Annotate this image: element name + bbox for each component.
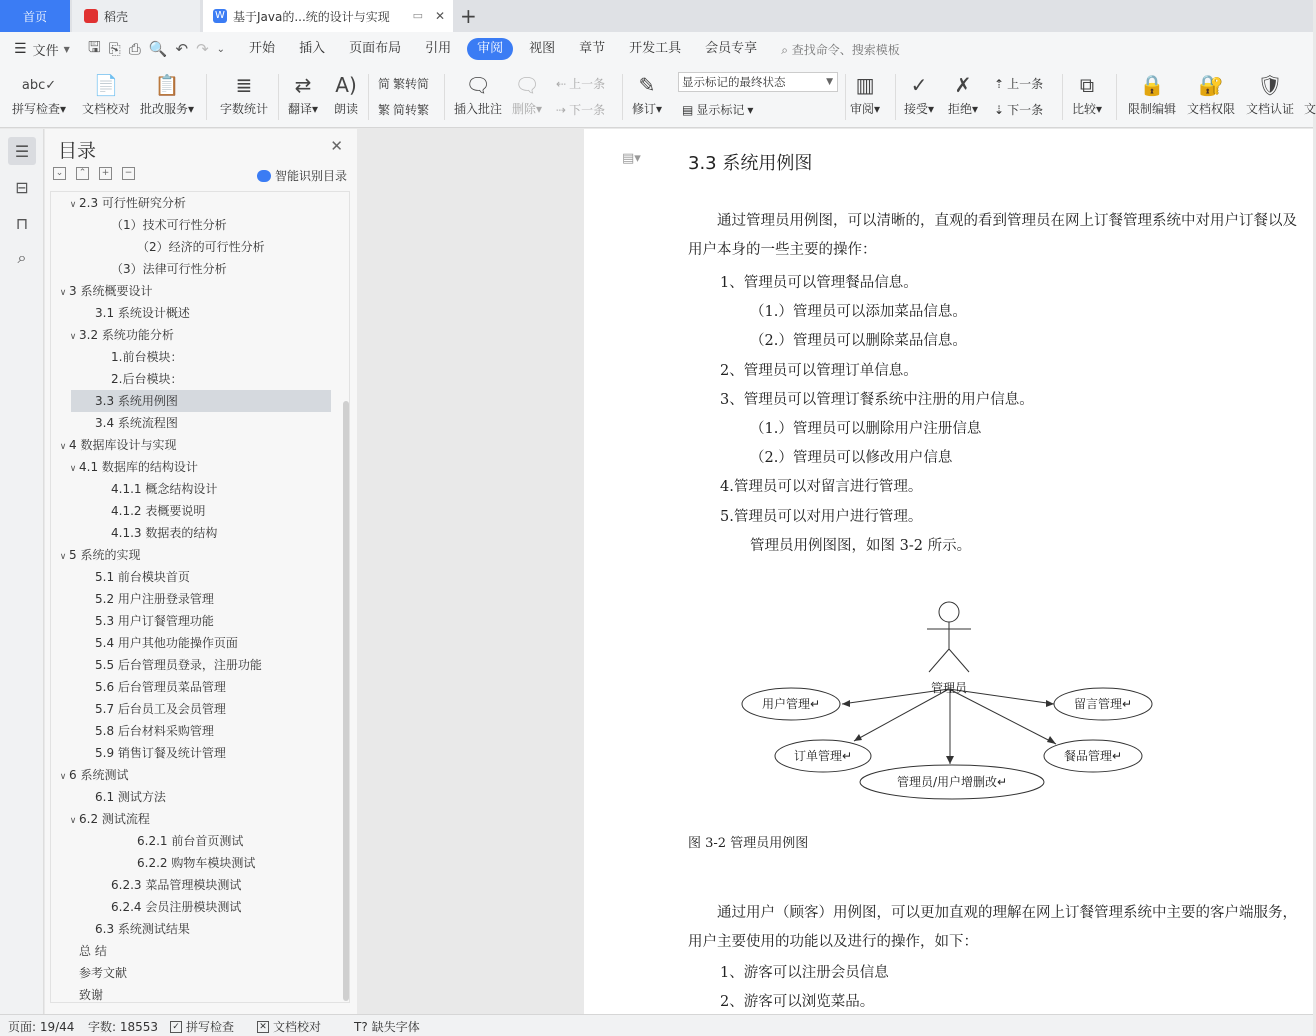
translate-label: 翻译	[288, 102, 313, 116]
toc-item[interactable]	[51, 214, 331, 236]
review-service-label: 批改服务	[140, 102, 189, 116]
doc-permission-button[interactable]	[1187, 70, 1235, 117]
status-spell-label: 拼写检查	[186, 1020, 235, 1034]
doc-cert-label: 文档认证	[1246, 102, 1295, 116]
remove-icon[interactable]: −	[122, 167, 135, 180]
toc-item-label: 4.1.3 数据表的结构	[111, 526, 218, 540]
read-aloud-button[interactable]	[334, 70, 358, 117]
close-tab-icon[interactable]: ✕	[434, 9, 445, 23]
arrowhead	[1047, 736, 1056, 744]
doc-line: 2、游客可以浏览菜品。	[720, 994, 875, 1010]
tab-start[interactable]: 开始	[249, 41, 276, 56]
doc-line: 1、管理员可以管理餐品信息。	[720, 275, 918, 291]
tab-document[interactable]	[203, 0, 453, 32]
proof-label: 文档校对	[82, 102, 131, 116]
smart-toc-label: 智能识别目录	[274, 169, 347, 183]
toc-scrollbar[interactable]	[343, 401, 349, 1001]
admin-use-case-diagram	[734, 594, 1164, 814]
tab-member[interactable]: 会员专享	[705, 41, 758, 56]
separator	[622, 74, 623, 120]
translate-icon: ⇄	[294, 73, 312, 97]
separator	[206, 74, 207, 120]
food-mgmt-label: 餐品管理↵	[1063, 749, 1123, 763]
compare-label: 比较	[1072, 102, 1097, 116]
toc-item[interactable]	[51, 346, 331, 368]
simp-to-trad-button[interactable]	[378, 101, 429, 118]
separator	[895, 74, 896, 120]
undo-icon[interactable]: ↶	[175, 40, 189, 58]
toc-item[interactable]	[51, 434, 331, 456]
compare-icon: ⧉	[1079, 73, 1095, 97]
toc-item-label: 3 系统概要设计	[69, 284, 153, 298]
revise-label: 修订	[632, 102, 657, 116]
document-area	[357, 129, 1313, 1014]
close-icon[interactable]: ✕	[330, 137, 343, 155]
doc-line: 4.管理员可以对留言进行管理。	[720, 479, 923, 496]
more-button[interactable]	[1304, 70, 1316, 117]
doc-line: （1.）管理员可以删除用户注册信息	[750, 421, 982, 437]
toc-item-label: 5.5 后台管理员登录，注册功能	[95, 658, 262, 672]
chevron-down-icon[interactable]: ∨	[59, 772, 67, 782]
page-indicator-label: 页面: 19/44	[8, 1020, 75, 1034]
toc-item[interactable]	[51, 610, 331, 632]
page-indicator[interactable]	[8, 1018, 74, 1035]
paragraph-user: 通过用户（顾客）用例图，可以更加直观的理解在网上订餐管理系统中主要的客户端服务，用户主要使用的功能以及进行的操作，如下：	[688, 905, 1297, 950]
checkbox-icon: ✓	[170, 1021, 182, 1033]
chapter-nav-icon[interactable]: ⊟	[15, 177, 29, 197]
toc-item-label: 5.2 用户注册登录管理	[95, 592, 214, 606]
doc-line: 2、管理员可以管理订单信息。	[720, 362, 918, 379]
toc-item-label: 5.6 后台管理员菜品管理	[95, 680, 226, 694]
tab-insert[interactable]: 插入	[299, 41, 326, 56]
toc-item[interactable]	[51, 478, 331, 500]
separator	[444, 74, 445, 120]
toc-item-label: 4.1.1 概念结构设计	[111, 482, 218, 496]
toc-item-label: 4 数据库设计与实现	[69, 438, 177, 452]
review-pane-icon: ▥	[855, 73, 875, 97]
prev-change-button[interactable]	[994, 75, 1043, 92]
toc-item-label: 6.2.4 会员注册模块测试	[111, 900, 242, 914]
toc-item[interactable]	[51, 874, 331, 896]
reject-icon: ✗	[954, 73, 972, 97]
section-heading: 3.3 系统用例图	[688, 153, 813, 174]
doc-line: （2.）管理员可以删除菜品信息。	[750, 333, 967, 350]
restrict-edit-label: 限制编辑	[1128, 102, 1177, 116]
toc-item-label: 5.3 用户订餐管理功能	[95, 614, 214, 628]
redo-icon[interactable]: ↷	[196, 40, 209, 58]
trad-to-simp-button[interactable]	[378, 75, 429, 92]
prev-icon: ⇠	[556, 76, 567, 91]
review-pane-label: 审阅	[850, 102, 875, 116]
tab-daoke[interactable]	[72, 0, 200, 32]
save-icon[interactable]: 🖫	[88, 37, 101, 56]
proof-box-icon: ✕	[257, 1021, 269, 1033]
paragraph-intro: 通过管理员用例图，可以清晰的，直观的看到管理员在网上订餐管理系统中对用户订餐以及用户本身的一些主要的操作：	[688, 213, 1297, 258]
show-markup-button[interactable]: ▤ 显示标记 ▾	[682, 102, 754, 117]
toc-item-label: 4.1.2 表概要说明	[111, 504, 206, 518]
toc-item[interactable]	[51, 280, 331, 302]
doc-line: 3、管理员可以管理订餐系统中注册的用户信息。	[720, 391, 1034, 408]
tab-review[interactable]: 审阅	[467, 38, 513, 60]
prev-comment-label: 上一条	[569, 77, 606, 91]
quick-access-toolbar	[88, 37, 225, 62]
toc-item[interactable]	[51, 566, 331, 588]
arrowhead	[1046, 700, 1054, 707]
spell-check-button[interactable]: abc✓ 拼写检查▾	[12, 70, 66, 117]
figure-caption: 图 3-2 管理员用例图	[688, 836, 809, 851]
doc-line: 管理员用例图图，如图 3-2 所示。	[750, 537, 972, 554]
toc-item-label: 6.2.3 菜品管理模块测试	[111, 878, 242, 892]
toc-item-label: 3.3 系统用例图	[95, 394, 178, 408]
toc-item-label: 5.4 用户其他功能操作页面	[95, 636, 238, 650]
simp-trad-icon: 繁	[378, 103, 391, 117]
actor-leg-right	[949, 649, 969, 672]
chevron-down-icon: ▼	[826, 77, 833, 87]
toc-item[interactable]	[51, 522, 331, 544]
smart-toc-icon	[257, 170, 271, 182]
toc-item[interactable]	[51, 720, 331, 742]
toc-item-label: 2.3 可行性研究分析	[79, 196, 186, 210]
markup-state-value: 显示标记的最终状态	[682, 75, 786, 89]
actor-leg-left	[929, 649, 949, 672]
restore-icon[interactable]: ▭	[412, 9, 423, 22]
reject-button[interactable]: ✗ 拒绝▾	[948, 70, 978, 117]
tab-home-label: 首页	[22, 9, 47, 24]
translate-button[interactable]: ⇄ 翻译▾	[288, 70, 318, 117]
tab-document-label: 基于Java的...统的设计与实现	[233, 9, 390, 24]
toc-item[interactable]	[51, 258, 331, 280]
markup-state-select[interactable]	[678, 72, 838, 92]
tab-chapter[interactable]: 章节	[579, 41, 606, 56]
chevron-down-icon[interactable]: ∨	[59, 288, 67, 298]
accept-button[interactable]: ✓ 接受▾	[904, 70, 934, 117]
chevron-down-icon[interactable]: ∨	[69, 816, 77, 826]
chevron-down-icon[interactable]: ∨	[59, 442, 67, 452]
read-aloud-icon: A)	[335, 73, 357, 97]
more-label: 文	[1304, 102, 1316, 116]
reject-label: 拒绝	[948, 102, 973, 116]
separator	[278, 74, 279, 120]
lock-icon: 🔒	[1139, 73, 1165, 97]
next-comment-label: 下一条	[569, 103, 606, 117]
status-proof-label: 文档校对	[273, 1020, 322, 1034]
chevron-down-icon[interactable]: ∨	[59, 552, 67, 562]
next-icon: ⇢	[556, 102, 567, 117]
toc-item-label: 3.1 系统设计概述	[95, 306, 190, 320]
review-pane-button[interactable]: ▥ 审阅▾	[850, 70, 880, 117]
show-markup-label: 显示标记	[696, 103, 745, 117]
toc-tools	[53, 167, 135, 180]
bookmark-icon[interactable]: ⊓	[15, 213, 29, 233]
next-change-icon: ⇣	[994, 102, 1005, 117]
toc-item-label: 2.后台模块：	[111, 372, 183, 386]
tab-developer[interactable]: 开发工具	[629, 41, 682, 56]
insert-comment-button[interactable]	[454, 70, 502, 117]
toc-item-label: 5.9 销售订餐及统计管理	[95, 746, 226, 760]
toc-item[interactable]	[51, 192, 331, 214]
toc-item[interactable]	[51, 236, 331, 258]
review-ribbon	[0, 66, 1316, 128]
word-count-indicator-label: 字数: 18553	[88, 1020, 159, 1034]
toc-item-label: 1.前台模块：	[111, 350, 183, 364]
accept-label: 接受	[904, 102, 929, 116]
proof-icon: 📄	[93, 73, 119, 97]
toc-panel-icon[interactable]: ☰	[8, 137, 36, 165]
toc-item[interactable]	[51, 456, 331, 478]
toc-item-label: 5.1 前台模块首页	[95, 570, 190, 584]
toc-item-label: 3.4 系统流程图	[95, 416, 178, 430]
tab-view[interactable]: 视图	[529, 41, 556, 56]
trad-simp-icon: 简	[378, 77, 391, 91]
toc-item[interactable]	[51, 918, 331, 940]
toc-item-label: 6.2.2 购物车模块测试	[137, 856, 256, 870]
status-spell-check[interactable]	[170, 1018, 234, 1035]
toc-item[interactable]	[51, 764, 331, 786]
missing-font-indicator[interactable]	[354, 1018, 420, 1035]
separator	[845, 74, 846, 120]
add-icon[interactable]: +	[99, 167, 112, 180]
toc-item-label: 5 系统的实现	[69, 548, 141, 562]
next-comment-button[interactable]	[556, 101, 605, 118]
arrowhead	[842, 700, 850, 707]
toc-item[interactable]	[51, 808, 331, 830]
word-count-button[interactable]	[220, 70, 268, 117]
toc-item-label: 3.2 系统功能分析	[79, 328, 174, 342]
tab-page-layout[interactable]: 页面布局	[349, 41, 402, 56]
command-search-label: 查找命令、搜索模板	[791, 42, 900, 57]
delete-comment-icon: 🗨	[514, 73, 540, 97]
status-proof[interactable]	[257, 1018, 321, 1035]
toc-item[interactable]	[51, 324, 331, 346]
toc-item[interactable]	[51, 632, 331, 654]
toc-item[interactable]	[51, 412, 331, 434]
delete-comment-button[interactable]: 🗨 删除▾	[512, 70, 542, 117]
actor-head	[939, 602, 959, 622]
separator	[1116, 74, 1117, 120]
delete-label: 删除	[512, 102, 537, 116]
missing-font-label: 缺失字体	[371, 1020, 420, 1034]
status-bar	[0, 1014, 1313, 1036]
collapse-icon[interactable]: ⌃	[76, 167, 89, 180]
word-count-indicator[interactable]	[88, 1018, 158, 1035]
doc-line: （1.）管理员可以添加菜品信息。	[750, 304, 967, 321]
tab-references[interactable]: 引用	[425, 41, 452, 56]
page-layout-icon[interactable]: ▤▾	[622, 151, 641, 166]
simp-to-trad-label: 简转繁	[393, 103, 430, 117]
user-mgmt-label: 用户管理↵	[761, 697, 821, 711]
separator	[1062, 74, 1063, 120]
file-menu[interactable]	[0, 40, 88, 59]
toc-item[interactable]	[51, 588, 331, 610]
toc-item[interactable]	[51, 962, 331, 984]
new-tab-button[interactable]: +	[460, 4, 477, 28]
doc-permission-label: 文档权限	[1187, 102, 1236, 116]
admin-user-label: 管理员/用户增删改↵	[896, 775, 1008, 789]
toc-list	[50, 191, 350, 1003]
toc-item[interactable]	[51, 544, 331, 566]
toc-item[interactable]	[51, 500, 331, 522]
toc-item[interactable]	[51, 368, 331, 390]
doc-permission-icon: 🔐	[1198, 73, 1224, 97]
search-icon[interactable]: ⌕	[17, 248, 27, 267]
word-count-icon: ≣	[235, 73, 253, 97]
toc-item-label: 5.8 后台材料采购管理	[95, 724, 214, 738]
nav-icon-strip	[0, 129, 44, 1014]
arrowhead	[946, 756, 954, 764]
chevron-down-icon[interactable]: ∨	[69, 200, 77, 210]
toc-panel	[45, 129, 357, 1014]
assoc-food-mgmt	[949, 689, 1056, 744]
chevron-down-icon[interactable]: ∨	[69, 464, 77, 474]
word-count-label: 字数统计	[220, 102, 269, 116]
restrict-edit-button[interactable]	[1128, 70, 1176, 117]
review-service-button[interactable]: 📋 批改服务▾	[140, 70, 194, 117]
export-pdf-icon[interactable]: ⎘	[108, 40, 121, 58]
toc-item[interactable]	[71, 390, 331, 412]
toc-item[interactable]	[51, 654, 331, 676]
prev-change-label: 上一条	[1007, 77, 1044, 91]
toc-item[interactable]	[51, 302, 331, 324]
toc-item-label: 4.1 数据库的结构设计	[79, 460, 198, 474]
tab-bar	[0, 0, 1313, 32]
trad-to-simp-label: 繁转简	[393, 77, 430, 91]
actor-label: 管理员	[930, 681, 968, 695]
proof-button[interactable]	[82, 70, 130, 117]
doc-line: 1、游客可以注册会员信息	[720, 965, 889, 981]
tab-home[interactable]	[0, 0, 70, 32]
prev-change-icon: ⇡	[994, 76, 1005, 91]
ribbon-tabs	[237, 38, 900, 60]
menu-bar	[0, 32, 1313, 66]
toc-item[interactable]	[51, 984, 331, 1006]
toc-item-label: （3）法律可行性分析	[111, 262, 227, 276]
toc-item-label: 6.3 系统测试结果	[95, 922, 190, 936]
spell-check-icon: abc✓	[21, 77, 57, 93]
tab-daoke-label: 稻壳	[104, 9, 129, 24]
toc-item[interactable]	[51, 852, 331, 874]
daoke-icon	[84, 9, 98, 23]
file-menu-label: 文件	[32, 43, 59, 59]
next-change-label: 下一条	[1007, 103, 1044, 117]
doc-line: （2.）管理员可以修改用户信息	[750, 450, 953, 467]
chevron-down-icon[interactable]: ∨	[69, 332, 77, 342]
toc-item-label: （2）经济的可行性分析	[137, 240, 265, 254]
separator	[368, 74, 369, 120]
customize-icon[interactable]: ⌄	[216, 43, 226, 55]
prev-comment-button[interactable]	[556, 75, 605, 92]
toc-item-label: 致谢	[79, 988, 104, 1002]
revise-icon: ✎	[638, 73, 656, 97]
expand-icon[interactable]: ⌄	[53, 167, 66, 180]
toc-item-label: 6.2 测试流程	[79, 812, 150, 826]
document-page	[584, 129, 1313, 1014]
smart-toc-button[interactable]	[257, 167, 347, 184]
review-service-icon: 📋	[154, 73, 180, 97]
print-preview-icon[interactable]: 🔍	[148, 40, 168, 58]
hamburger-icon: ☰	[14, 41, 27, 57]
insert-comment-label: 插入批注	[454, 102, 503, 116]
toc-item[interactable]	[51, 698, 331, 720]
doc-cert-button[interactable]	[1246, 70, 1294, 117]
spell-check-label: 拼写检查	[12, 102, 61, 116]
chevron-down-icon: ▼	[63, 44, 70, 54]
toc-item-label: 6 系统测试	[69, 768, 129, 782]
word-doc-icon: W	[213, 9, 227, 23]
toc-item[interactable]	[51, 830, 331, 852]
compare-button[interactable]: ⧉ 比较▾	[1072, 70, 1102, 117]
toc-item[interactable]	[51, 786, 331, 808]
order-mgmt-label: 订单管理↵	[793, 749, 853, 763]
print-icon[interactable]: ⎙	[128, 40, 141, 58]
msg-mgmt-label: 留言管理↵	[1073, 697, 1133, 711]
doc-line: 5.管理员可以对用户进行管理。	[720, 508, 923, 525]
search-icon: ⌕	[781, 42, 788, 57]
revise-button[interactable]: ✎ 修订▾	[632, 70, 662, 117]
toc-item-label: 总 结	[79, 944, 107, 958]
command-search[interactable]	[781, 41, 900, 58]
toc-item[interactable]	[51, 940, 331, 962]
show-markup-icon: ▤	[682, 102, 694, 117]
next-change-button[interactable]	[994, 101, 1043, 118]
toc-item-label: 6.2.1 前台首页测试	[137, 834, 244, 848]
toc-item[interactable]	[51, 676, 331, 698]
accept-icon: ✓	[910, 73, 928, 97]
toc-item[interactable]	[51, 742, 331, 764]
toc-item-label: 5.7 后台员工及会员管理	[95, 702, 226, 716]
toc-item-label: 6.1 测试方法	[95, 790, 166, 804]
toc-item[interactable]	[51, 896, 331, 918]
toc-item-label: （1）技术可行性分析	[111, 218, 227, 232]
read-aloud-label: 朗读	[334, 102, 359, 116]
assoc-order-mgmt	[854, 689, 949, 741]
insert-comment-icon: 🗨	[465, 73, 491, 97]
doc-cert-icon: 🛡	[1257, 73, 1283, 97]
missing-font-icon: T?	[354, 1019, 368, 1034]
toc-item-label: 参考文献	[79, 966, 128, 980]
toc-title: 目录	[58, 140, 97, 162]
